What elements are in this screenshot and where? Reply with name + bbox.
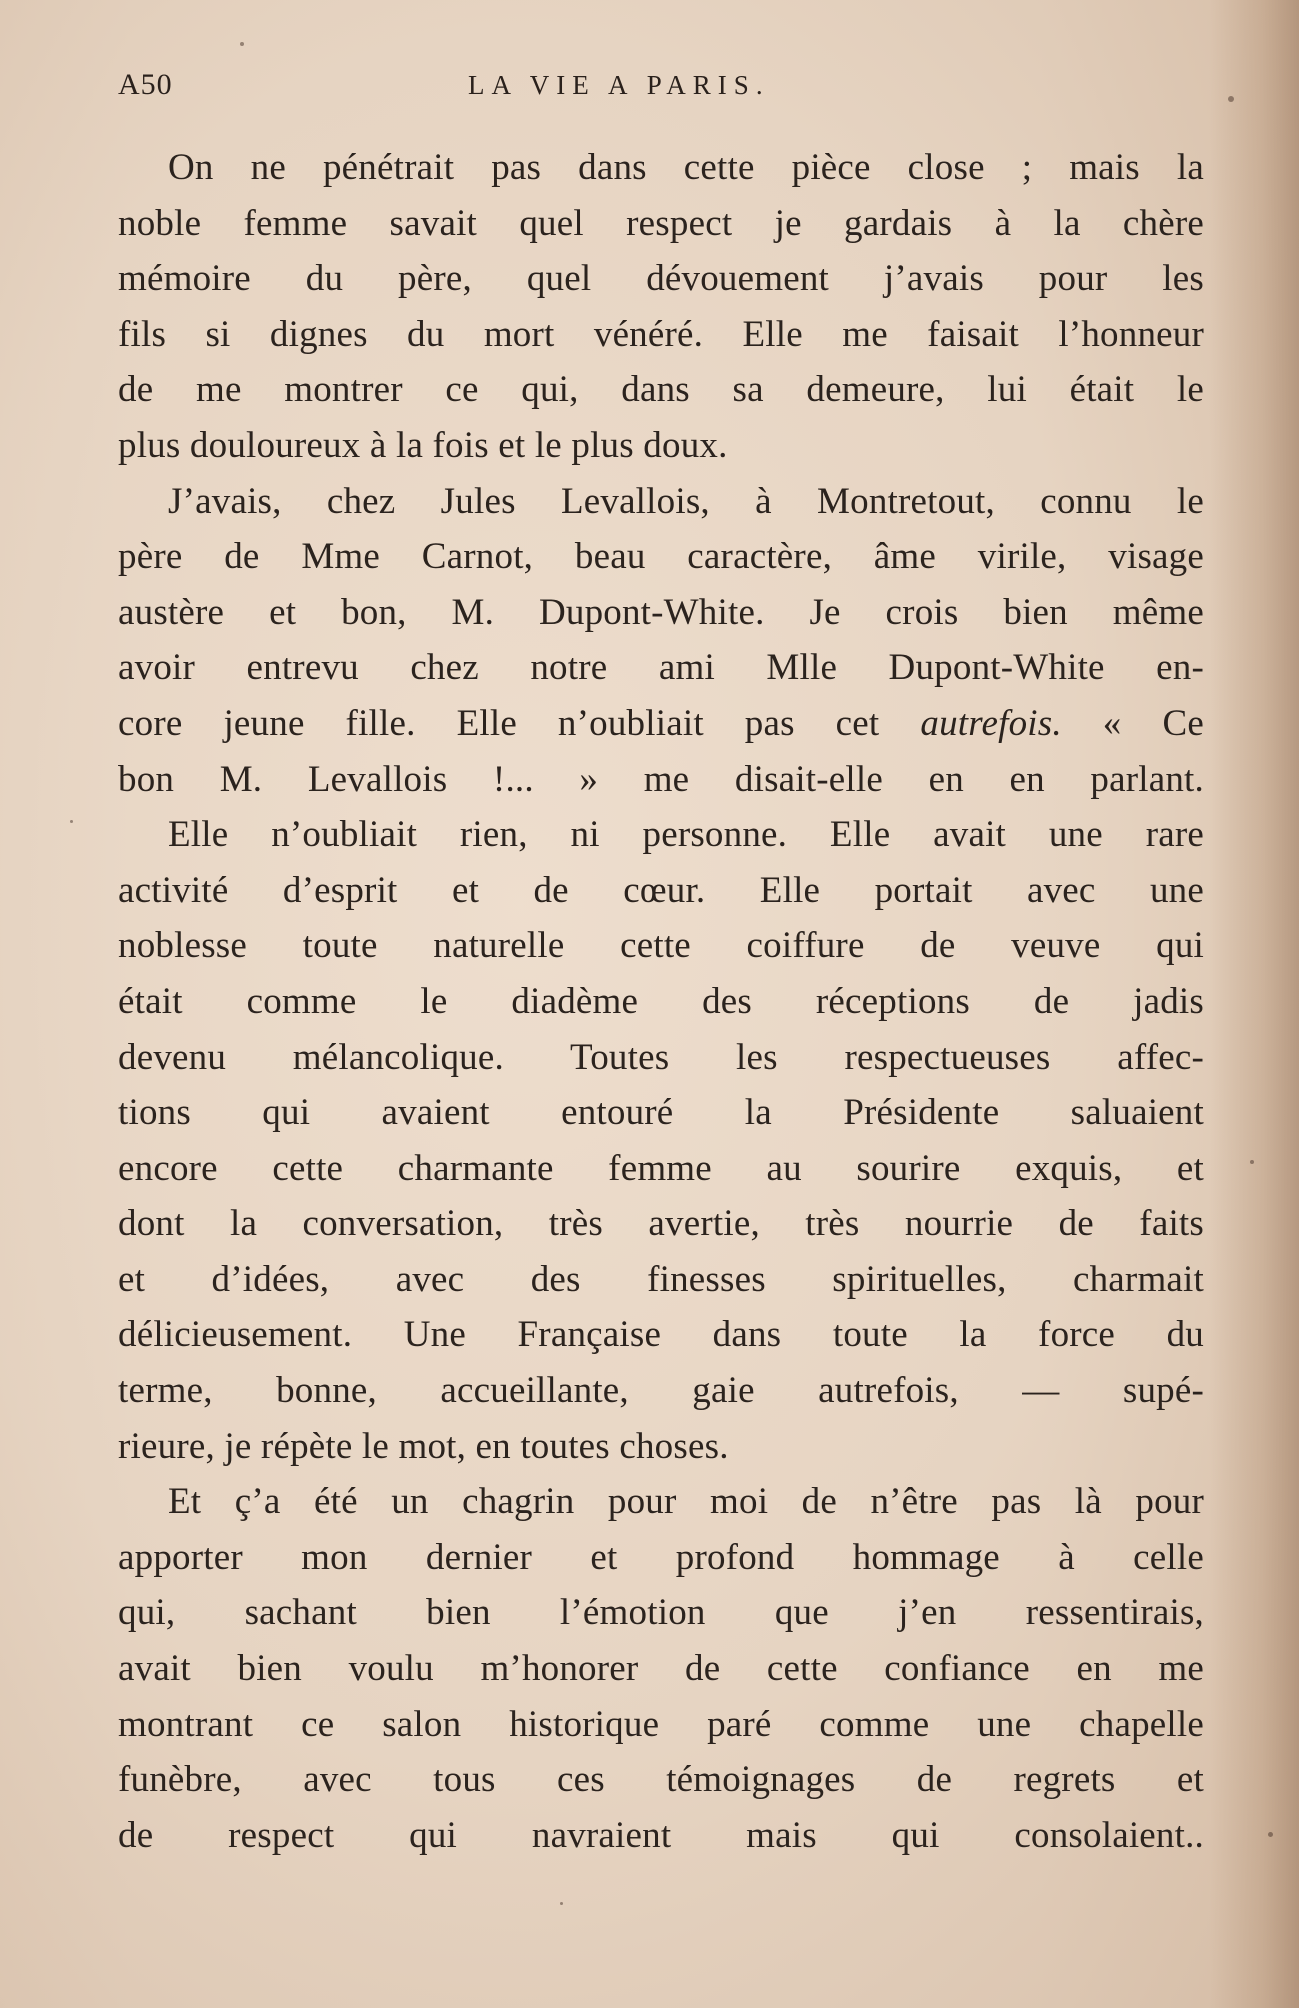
- text-line: [118, 752, 1204, 808]
- text-line-content: et d’idées, avec des finesses spirituelles, charmait: [118, 1258, 1204, 1300]
- text-line: [118, 1307, 1204, 1363]
- text-line: [118, 863, 1204, 919]
- text-line: [118, 585, 1204, 641]
- text-line-content: Elle n’oubliait rien, ni personne. Elle avait une rare: [168, 814, 1204, 856]
- text-line: [118, 362, 1204, 418]
- body-text: [118, 140, 1204, 1863]
- text-line: [118, 1085, 1204, 1141]
- text-line: [118, 1252, 1204, 1308]
- text-line-content: apporter mon dernier et profond hommage à celle: [118, 1536, 1204, 1578]
- text-line: [118, 696, 1204, 752]
- text-line-content: père de Mme Carnot, beau caractère, âme virile, visage: [118, 536, 1204, 578]
- text-line: [118, 1030, 1204, 1086]
- text-line-content: austère et bon, M. Dupont-White. Je crois bien même: [118, 591, 1204, 633]
- text-line: [118, 1585, 1204, 1641]
- text-line-content: mémoire du père, quel dévouement j’avais pour les: [118, 258, 1204, 300]
- running-title: LA VIE A PARIS.: [468, 70, 770, 100]
- text-line: [118, 307, 1204, 363]
- text-line: [118, 974, 1204, 1030]
- text-line: [118, 807, 1204, 863]
- text-line: [118, 640, 1204, 696]
- text-line-content: core jeune fille. Elle n’oubliait pas cet: [118, 702, 921, 744]
- text-line-content: de respect qui navraient mais qui consolaient..: [118, 1814, 1204, 1856]
- text-line-content: terme, bonne, accueillante, gaie autrefois, — supé-: [118, 1370, 1204, 1412]
- text-line-content: dont la conversation, très avertie, très nourrie de faits: [118, 1203, 1204, 1245]
- text-line: [118, 918, 1204, 974]
- text-line: [118, 140, 1204, 196]
- paper-speck: [1268, 1832, 1273, 1837]
- text-line-content: noblesse toute naturelle cette coiffure de veuve qui: [118, 925, 1204, 967]
- text-line: [118, 1530, 1204, 1586]
- paper-speck: [1228, 96, 1234, 102]
- text-line: [118, 418, 1204, 474]
- text-line: [118, 529, 1204, 585]
- text-line-content: fils si dignes du mort vénéré. Elle me faisait l’honneur: [118, 313, 1204, 355]
- text-line: [118, 1196, 1204, 1252]
- text-line: [118, 196, 1204, 252]
- text-line: [118, 1697, 1204, 1753]
- text-line: [118, 1141, 1204, 1197]
- text-line-content: bon M. Levallois !... » me disait-elle en en parlant.: [118, 758, 1204, 800]
- text-line-content: funèbre, avec tous ces témoignages de regrets et: [118, 1759, 1204, 1801]
- text-line-content: qui, sachant bien l’émotion que j’en ressentirais,: [118, 1592, 1204, 1634]
- text-line-content: Et ç’a été un chagrin pour moi de n’être pas là pour: [168, 1481, 1204, 1523]
- page-number: A50: [118, 68, 173, 101]
- text-line-content: On ne pénétrait pas dans cette pièce close ; mais la: [168, 147, 1204, 188]
- text-line: [118, 1474, 1204, 1530]
- text-line-content: activité d’esprit et de cœur. Elle portait avec une: [118, 869, 1204, 911]
- text-line: [118, 1363, 1204, 1419]
- text-line-content: avoir entrevu chez notre ami Mlle Dupont-White en-: [118, 647, 1204, 689]
- text-line: [118, 1641, 1204, 1697]
- text-line-content: tions qui avaient entouré la Présidente saluaient: [118, 1092, 1204, 1134]
- paper-speck: [560, 1902, 563, 1905]
- paper-speck: [1250, 1160, 1254, 1164]
- text-line-content: J’avais, chez Jules Levallois, à Montretout, connu le: [168, 480, 1204, 522]
- text-line-content: noble femme savait quel respect je gardais à la chère: [118, 202, 1204, 244]
- text-line: [118, 1752, 1204, 1808]
- page-edge-shadow: [1209, 0, 1299, 2008]
- text-line-continuation: « Ce: [1061, 702, 1204, 744]
- paper-speck: [70, 820, 73, 823]
- text-line-content: de me montrer ce qui, dans sa demeure, lui était le: [118, 369, 1204, 411]
- text-line-content: plus douloureux à la fois et le plus doux.: [118, 424, 728, 466]
- text-line: [118, 474, 1204, 530]
- text-line-content: était comme le diadème des réceptions de jadis: [118, 980, 1204, 1022]
- text-line-content: avait bien voulu m’honorer de cette confiance en me: [118, 1648, 1204, 1690]
- text-line-content: devenu mélancolique. Toutes les respectueuses affec-: [118, 1036, 1204, 1078]
- text-line: [118, 1419, 1204, 1475]
- text-line: [118, 1808, 1204, 1864]
- text-line-content: rieure, je répète le mot, en toutes choses.: [118, 1425, 729, 1467]
- text-line-content: délicieusement. Une Française dans toute la force du: [118, 1314, 1204, 1356]
- text-line-content: encore cette charmante femme au sourire exquis, et: [118, 1147, 1204, 1189]
- text-line-content: montrant ce salon historique paré comme une chapelle: [118, 1703, 1204, 1745]
- italic-word: autrefois.: [920, 702, 1062, 744]
- paper-speck: [240, 42, 244, 46]
- text-line: [118, 251, 1204, 307]
- running-header: [118, 68, 1208, 108]
